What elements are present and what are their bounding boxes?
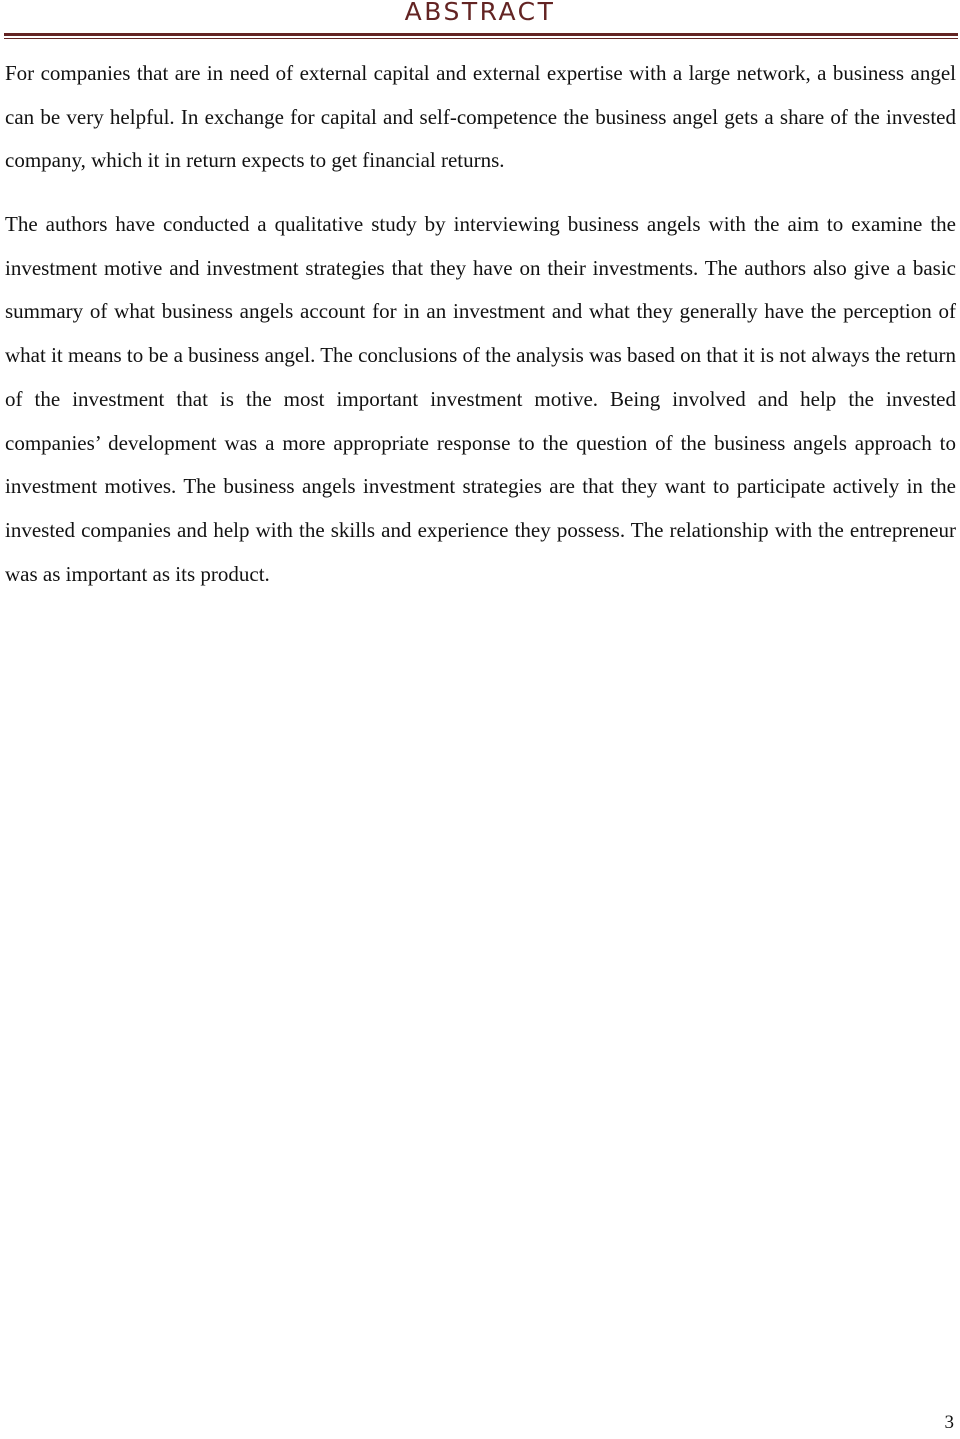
page-number: 3	[944, 1412, 954, 1433]
heading-rule-thin	[4, 38, 958, 39]
abstract-paragraph-1: For companies that are in need of external capital and external expertise with a large network, a business angel can be very helpful. In exchange for capital and self-competence the business angel gets a share of the invested company, which it in return expects to get financial returns.	[5, 61, 956, 173]
heading-rule-thick	[4, 33, 958, 36]
section-heading: ABSTRACT	[404, 0, 556, 26]
abstract-paragraph-2: The authors have conducted a qualitative study by interviewing business angels with the aim to examine the investment motive and investment strategies that they have on their investments. The authors also give a basic summary of what business angels account for in an investment and what they generally have the perception of what it means to be a business angel. The conclusions of the analysis was based on that it is not always the return of the investment that is the most important investment motive. Being involved and help the invested companies’ development was a more appropriate response to the question of the business angels approach to investment motives. The business angels investment strategies are that they want to participate actively in the invested companies and help with the skills and experience they possess. The relationship with the entrepreneur was as important as its product.	[5, 212, 956, 586]
